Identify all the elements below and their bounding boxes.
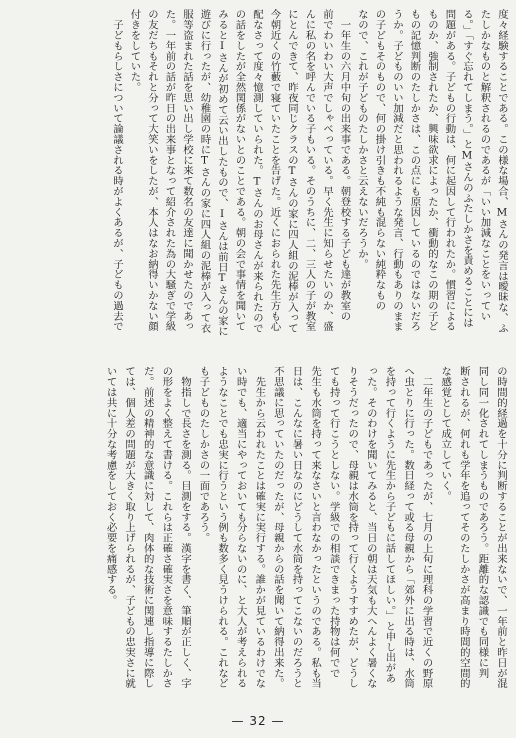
text-column: も子どものたしかさの一面であろう。	[197, 366, 210, 543]
text-column: 二年生の子どもであったが、七月の上旬に理科の学習で近くの野原	[420, 366, 433, 689]
text-column: いては共に十分な考慮をしておく必要を痛感する。	[104, 366, 117, 606]
text-column: な感覚として成立していく。	[439, 366, 452, 502]
text-column: の形をよく整えて書ける。これらは正確さ確実さを意味するたしかさ	[160, 366, 173, 689]
text-column: みるとIさんが初めて云い出したもので、Iさんは前日Tさんの家に	[216, 9, 228, 337]
text-column: ては、個人差の問題が大きく取り上げられるが、子どもの忠実さに就	[123, 366, 136, 689]
text-column: 先生も水筒を持って来なさいと言わなかったというのである。私も当	[309, 366, 322, 689]
text-column: 服等盗まれた話を思い出し学校に来て数名の友達に聞かせたのであっ	[181, 9, 193, 332]
upper-text-block	[108, 9, 511, 349]
text-column: だ。前述の精神的な意識に対して、肉体的な技術に関連し指導に際し	[141, 366, 154, 689]
text-column: る。」「すぐ忘れてしまう。」とMさんのふたしかさを責めることには	[461, 9, 473, 328]
text-column: ようなことでも忠実に行うという例も数多く見うけられる。これなど	[216, 366, 229, 689]
text-column: 不思議に思っていたのだったが、母親からの話を聞いて納得出来た。	[271, 366, 284, 689]
text-column: 子どもらしさについて論議される時がよくあるが、子どもの過去で	[111, 9, 123, 332]
text-column: なので、これが子どものたしかさと云えないだろうか。	[356, 9, 368, 269]
text-column: 断されるが、何れも学年を追ってそのたしかさが高まり時間的空間的	[457, 366, 470, 689]
text-column: った。そのわけを聞いてみると、当日の朝は天気も大へんよく暑くな	[364, 366, 377, 689]
text-column: 同し同一化されてしまうものであろう。距離的な認識でも同様に判	[476, 366, 489, 678]
text-column: たしかなものと解釈されるのであるが「いい加減なことをいってい	[478, 9, 491, 321]
text-column: 一年生の六月中旬の出来事である。朝登校する子ども達が教室の	[338, 9, 351, 321]
text-column: ても持って行こうとしない。学級での相談できまった持物は何でで	[327, 366, 340, 678]
text-column: い時でも、適当にやっておいても分らないのに、と大人が考えられる	[234, 366, 247, 689]
text-column: た。一年前の話が昨日の出来事となって紹介された為の大騒ぎで学級	[163, 9, 176, 332]
text-column: へ虫とりに行った。数日経って或る母親から「郊外に出る時は、水筒	[402, 366, 415, 689]
text-column: 配なさって度々憶測していられた。Tさんのお母さんが来られたので	[251, 9, 263, 333]
text-column: 先生から云われたことは確実に実行する。誰かが見ているわけでな	[253, 366, 266, 689]
page-number: — 32 —	[231, 714, 285, 728]
text-column: 度々経験することである。この様な場合、Mさんの発言は曖昧な、ふ	[496, 9, 508, 333]
text-column: うか。子どものいい加減だと思われるような発言、行動もありのまま	[391, 9, 403, 332]
text-column: りそうだったので、母親は水筒を持って行くようすすめたが、どうし	[346, 366, 359, 689]
text-column: の友だちもそれと分って大笑いをしたが、本人はなお納得いかない顔	[146, 9, 158, 332]
text-column: 前でわいわい大声でしゃべっている。早く先生に知らせたいのか、盛	[321, 9, 333, 332]
text-column: を持って行くように先生から子どもに話してほしい。」と申し出があ	[383, 366, 396, 684]
text-column: にとんできて、昨夜同じクラスのTさんの家に四人組の泥棒が入って	[286, 9, 298, 333]
text-column: 付きをしていた。	[128, 9, 141, 93]
text-column: の時間的経過を十分に判断することが出来ないで、一年前と昨日が混	[495, 366, 507, 689]
text-column: 問題がある。子どもの行動は、何に起因して行われたか。慣習による	[443, 9, 456, 332]
text-column: の子どもそのもので、何の掛け引きも不純も混らない純粋なもの	[373, 9, 386, 311]
text-column: 今朝近くの竹藪で寝ていたことを告げた。近くにおられた先生方も心	[268, 9, 281, 332]
text-column: 物指しで長さを測る。目測をする。漢字を書く、筆順が正しく、字	[178, 366, 191, 689]
text-column: 日は、こんなに暑い日なのにどうして水筒を持ってこないのだろうと	[290, 366, 303, 689]
text-column: 遊びに行ったが、幼稚園の時にTさんの家に四人組の泥棒が入って衣	[198, 9, 211, 333]
lower-text-block	[101, 366, 510, 706]
text-column: の話をしたが全然関係がないとのことである。朝の会で事情を聞いて	[233, 9, 246, 332]
text-column: んに私の名を呼んでいる子もいる。そのうちに、二、三人の子が教室	[303, 9, 316, 332]
text-column: ものか、強制されたか、興味欲求によったか、衝動的なこの期の子ど	[426, 9, 438, 332]
text-column: もの記憶判断のたしかさは、この点にも原因しているのではないだろ	[408, 9, 421, 332]
